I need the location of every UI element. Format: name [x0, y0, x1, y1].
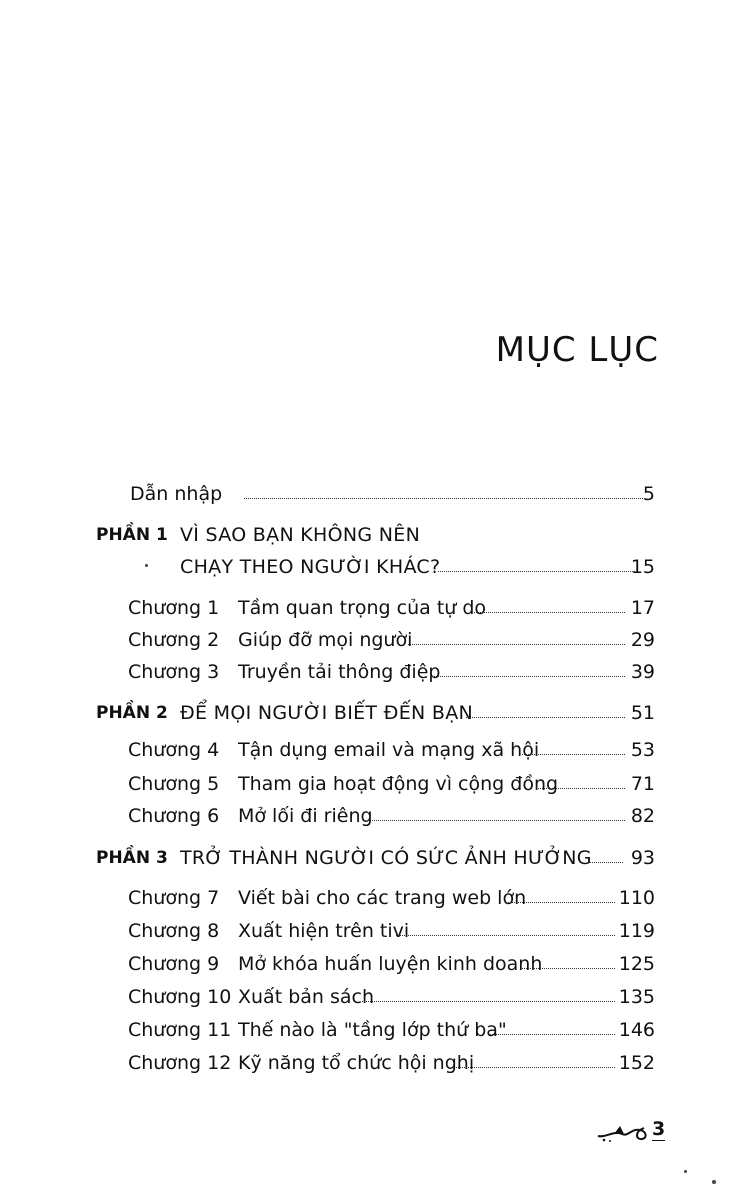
- toc-part-2[interactable]: [0, 698, 747, 728]
- part-title-line1: VÌ SAO BẠN KHÔNG NÊN: [180, 524, 421, 546]
- dot-leader: [438, 571, 635, 572]
- chapter-title: Tầm quan trọng của tự do: [238, 597, 487, 619]
- part-label: PHẦN 1: [96, 525, 168, 545]
- chapter-title: Xuất hiện trên tivi: [238, 920, 410, 942]
- page-title: MỤC LỤC: [495, 330, 659, 370]
- part-title-line1: TRỞ THÀNH NGƯỜI CÓ SỨC ẢNH HƯỞNG: [180, 847, 592, 869]
- chapter-label: Chương 10: [128, 986, 232, 1008]
- toc-chapter-3[interactable]: [0, 657, 747, 687]
- toc-part-3[interactable]: [0, 843, 747, 873]
- chapter-label: Chương 11: [128, 1019, 232, 1041]
- toc-chapter-10[interactable]: [0, 982, 747, 1012]
- dot-leader: [362, 1001, 615, 1002]
- dot-leader: [522, 968, 615, 969]
- chapter-label: Chương 8: [128, 920, 220, 942]
- entry-page: 146: [618, 1019, 655, 1041]
- toc-chapter-7[interactable]: [0, 883, 747, 913]
- entry-page: 53: [630, 739, 655, 761]
- dot-leader: [466, 717, 625, 718]
- chapter-title: Truyền tải thông điệp: [238, 661, 441, 683]
- speck-mark: [712, 1180, 716, 1184]
- dot-leader: [490, 1034, 615, 1035]
- chapter-title: Viết bài cho các trang web lớn: [238, 887, 527, 909]
- dot-leader: [430, 676, 625, 677]
- dot-leader: [474, 612, 625, 613]
- toc-chapter-1[interactable]: [0, 593, 747, 623]
- entry-page: 125: [618, 953, 655, 975]
- entry-page: 5: [642, 483, 655, 505]
- dot-leader: [508, 902, 615, 903]
- entry-page: 82: [630, 805, 655, 827]
- dot-leader: [408, 644, 625, 645]
- chapter-label: Chương 12: [128, 1052, 232, 1074]
- speck-mark: [145, 564, 148, 567]
- chapter-title: Kỹ năng tổ chức hội nghị: [238, 1052, 475, 1074]
- entry-page: 15: [630, 556, 655, 578]
- part-label: PHẦN 2: [96, 703, 168, 723]
- part-title-line1: ĐỂ MỌI NGƯỜI BIẾT ĐẾN BẠN: [180, 702, 474, 724]
- speck-mark: [684, 1170, 687, 1173]
- part-title-line2: CHẠY THEO NGƯỜI KHÁC?: [180, 556, 441, 578]
- chapter-label: Chương 7: [128, 887, 220, 909]
- entry-page: 152: [618, 1052, 655, 1074]
- toc-chapter-5[interactable]: [0, 769, 747, 799]
- chapter-label: Chương 6: [128, 805, 220, 827]
- chapter-title: Thế nào là "tầng lớp thứ ba": [238, 1019, 507, 1041]
- entry-title: Dẫn nhập: [130, 483, 223, 505]
- entry-page: 29: [630, 629, 655, 651]
- entry-page: 17: [630, 597, 655, 619]
- chapter-title: Tham gia hoạt động vì cộng đồng: [238, 773, 559, 795]
- toc-chapter-12[interactable]: [0, 1048, 747, 1078]
- toc-chapter-11[interactable]: [0, 1015, 747, 1045]
- chapter-title: Giúp đỡ mọi người: [238, 629, 413, 651]
- chapter-label: Chương 1: [128, 597, 220, 619]
- entry-page: 110: [618, 887, 655, 909]
- dot-leader: [522, 754, 625, 755]
- toc-chapter-2[interactable]: [0, 625, 747, 655]
- entry-page: 71: [630, 773, 655, 795]
- chapter-title: Xuất bản sách: [238, 986, 375, 1008]
- chapter-title: Mở khóa huấn luyện kinh doanh: [238, 953, 543, 975]
- entry-page: 39: [630, 661, 655, 683]
- toc-chapter-4[interactable]: [0, 735, 747, 765]
- chapter-label: Chương 9: [128, 953, 220, 975]
- dot-leader: [244, 498, 643, 499]
- entry-page: 93: [630, 847, 655, 869]
- dot-leader: [370, 820, 625, 821]
- dot-leader: [536, 788, 625, 789]
- chapter-title: Mở lối đi riêng: [238, 805, 373, 827]
- dot-leader: [396, 935, 615, 936]
- swirl-ornament-icon: [596, 1120, 656, 1144]
- chapter-label: Chương 2: [128, 629, 220, 651]
- page-number: 3: [652, 1118, 666, 1140]
- dot-leader: [590, 862, 623, 863]
- toc-chapter-9[interactable]: [0, 949, 747, 979]
- chapter-label: Chương 4: [128, 739, 220, 761]
- chapter-label: Chương 3: [128, 661, 220, 683]
- chapter-title: Tận dụng email và mạng xã hội: [238, 739, 540, 761]
- dot-leader: [456, 1067, 615, 1068]
- entry-page: 135: [618, 986, 655, 1008]
- toc-part-1[interactable]: [0, 520, 747, 550]
- toc-part-1-line2[interactable]: [0, 552, 747, 582]
- chapter-label: Chương 5: [128, 773, 220, 795]
- toc-chapter-6[interactable]: [0, 801, 747, 831]
- entry-page: 51: [630, 702, 655, 724]
- part-label: PHẦN 3: [96, 848, 168, 868]
- toc-chapter-8[interactable]: [0, 916, 747, 946]
- entry-page: 119: [618, 920, 655, 942]
- toc-entry-intro[interactable]: [0, 479, 747, 509]
